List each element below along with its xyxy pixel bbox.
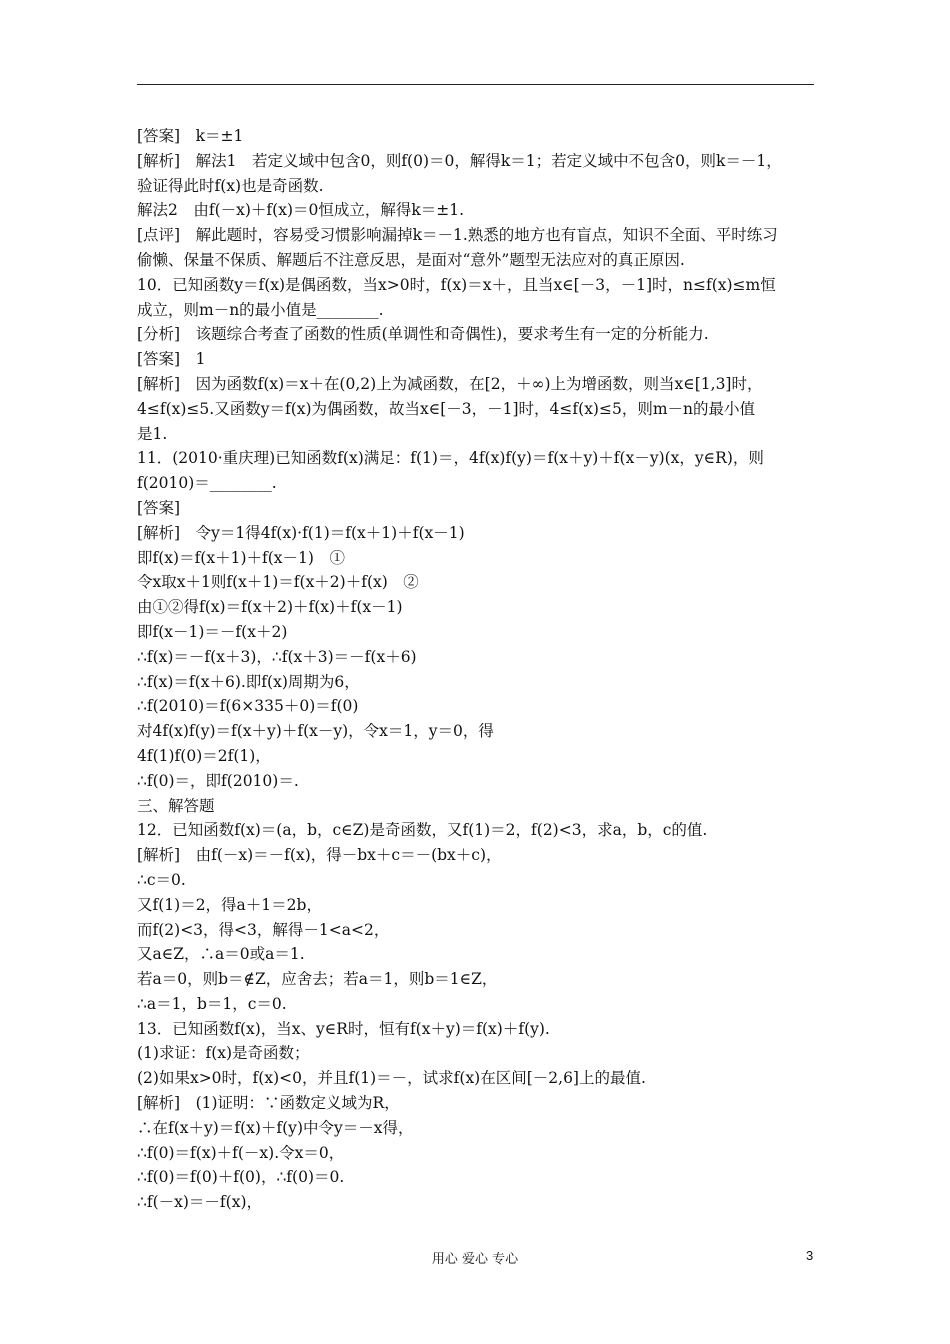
text-line: ∴f(x)＝f(x＋6).即f(x)周期为6， — [137, 672, 360, 691]
text-line: 解法2 由f(－x)＋f(x)＝0恒成立，解得k＝±1. — [137, 201, 465, 220]
text-line: 而f(2)<3，得<3，解得－1<a<2， — [137, 920, 390, 939]
page-body — [137, 124, 827, 1215]
text-line: 令x取x＋1则f(x＋1)＝f(x＋2)＋f(x) ② — [137, 573, 419, 592]
text-line: 是1. — [137, 424, 168, 443]
text-line: 验证得此时f(x)也是奇函数. — [137, 176, 324, 195]
text-line: 4≤f(x)≤5.又函数y＝f(x)为偶函数，故当x∈[－3，－1]时，4≤f(x)≤5，则m－n的最小值 — [137, 399, 756, 418]
text-line: [解析] 因为函数f(x)＝x＋在(0,2)上为减函数，在[2，＋∞)上为增函数，则当x∈[1,3]时， — [137, 374, 763, 393]
text-line: ∴a＝1，b＝1，c＝0. — [137, 994, 287, 1013]
text-line: [答案] k＝±1 — [137, 127, 244, 145]
text-line: 对4f(x)f(y)＝f(x＋y)＋f(x－y)，令x＝1，y＝0，得 — [137, 722, 494, 741]
text-line: ∴在f(x＋y)＝f(x)＋f(y)中令y＝－x得， — [137, 1118, 414, 1137]
section-heading: 三、解答题 — [137, 796, 215, 815]
text-line: 又f(1)＝2，得a＋1＝2b， — [137, 895, 322, 914]
text-line: 即f(x－1)＝－f(x＋2) — [137, 622, 288, 641]
text-line: [分析] 该题综合考查了函数的性质(单调性和奇偶性)，要求考生有一定的分析能力. — [137, 325, 709, 344]
text-line: 若a＝0，则b＝∉Z，应舍去；若a＝1，则b＝1∈Z， — [137, 970, 498, 989]
text-line: 又a∈Z，∴a＝0或a＝1. — [137, 945, 305, 964]
text-line: ∴f(x)＝－f(x＋3)，∴f(x＋3)＝－f(x＋6) — [137, 647, 417, 666]
text-line: ∴c＝0. — [137, 870, 186, 889]
text-line: (2)如果x>0时，f(x)<0，并且f(1)＝－，试求f(x)在区间[－2,6]上的最值. — [137, 1069, 646, 1088]
footer-slogan: 用心 爱心 专心 — [431, 1252, 519, 1267]
text-line: [解析] (1)证明：∵函数定义域为R， — [137, 1094, 400, 1113]
header-rule — [137, 84, 814, 85]
text-line: 偷懒、保量不保质、解题后不注意反思，是面对“意外”题型无法应对的真正原因. — [137, 250, 685, 269]
text-line: ∴f(0)＝f(x)＋f(－x).令x＝0， — [137, 1143, 345, 1162]
text-line: [答案] 1 — [137, 350, 206, 369]
text-line: 12．已知函数f(x)＝(a，b，c∈Z)是奇函数，又f(1)＝2，f(2)<3，求a，b，c的值. — [137, 821, 708, 840]
text-line: f(2010)＝________. — [137, 474, 277, 493]
text-line: (1)求证：f(x)是奇函数； — [137, 1044, 310, 1063]
text-line: ∴f(－x)＝－f(x)， — [137, 1193, 263, 1212]
text-line: [点评] 解此题时，容易受习惯影响漏掉k＝－1.熟悉的地方也有盲点，知识不全面、平时练习 — [137, 226, 778, 245]
text-line: 4f(1)f(0)＝2f(1)， — [137, 746, 271, 765]
text-line: ∴f(2010)＝f(6×335＋0)＝f(0) — [137, 697, 359, 716]
text-line: [解析] 解法1 若定义域中包含0，则f(0)＝0，解得k＝1；若定义域中不包含0，则k＝－1， — [137, 151, 782, 170]
text-line: [解析] 由f(－x)＝－f(x)，得－bx＋c＝－(bx＋c)， — [137, 846, 502, 865]
text-line: [答案] — [137, 498, 181, 517]
text-line: 成立，则m－n的最小值是________. — [137, 300, 384, 319]
text-line: 即f(x)＝f(x＋1)＋f(x－1) ① — [137, 548, 345, 567]
text-line: 由①②得f(x)＝f(x＋2)＋f(x)＋f(x－1) — [137, 598, 403, 617]
text-line: 11．(2010·重庆理)已知函数f(x)满足：f(1)＝，4f(x)f(y)＝f(x＋y)＋f(x－y)(x，y∈R)，则 — [137, 449, 764, 468]
page-number: 3 — [806, 1248, 814, 1263]
text-line: 10．已知函数y＝f(x)是偶函数，当x>0时，f(x)＝x＋，且当x∈[－3，－1]时，n≤f(x)≤m恒 — [137, 275, 776, 294]
text-line: ∴f(0)＝f(0)＋f(0)，∴f(0)＝0. — [137, 1168, 345, 1187]
text-line: [解析] 令y＝1得4f(x)·f(1)＝f(x＋1)＋f(x－1) — [137, 523, 465, 542]
text-line: 13．已知函数f(x)，当x、y∈R时，恒有f(x＋y)＝f(x)＋f(y). — [137, 1019, 550, 1038]
text-line: ∴f(0)＝，即f(2010)＝. — [137, 771, 299, 790]
